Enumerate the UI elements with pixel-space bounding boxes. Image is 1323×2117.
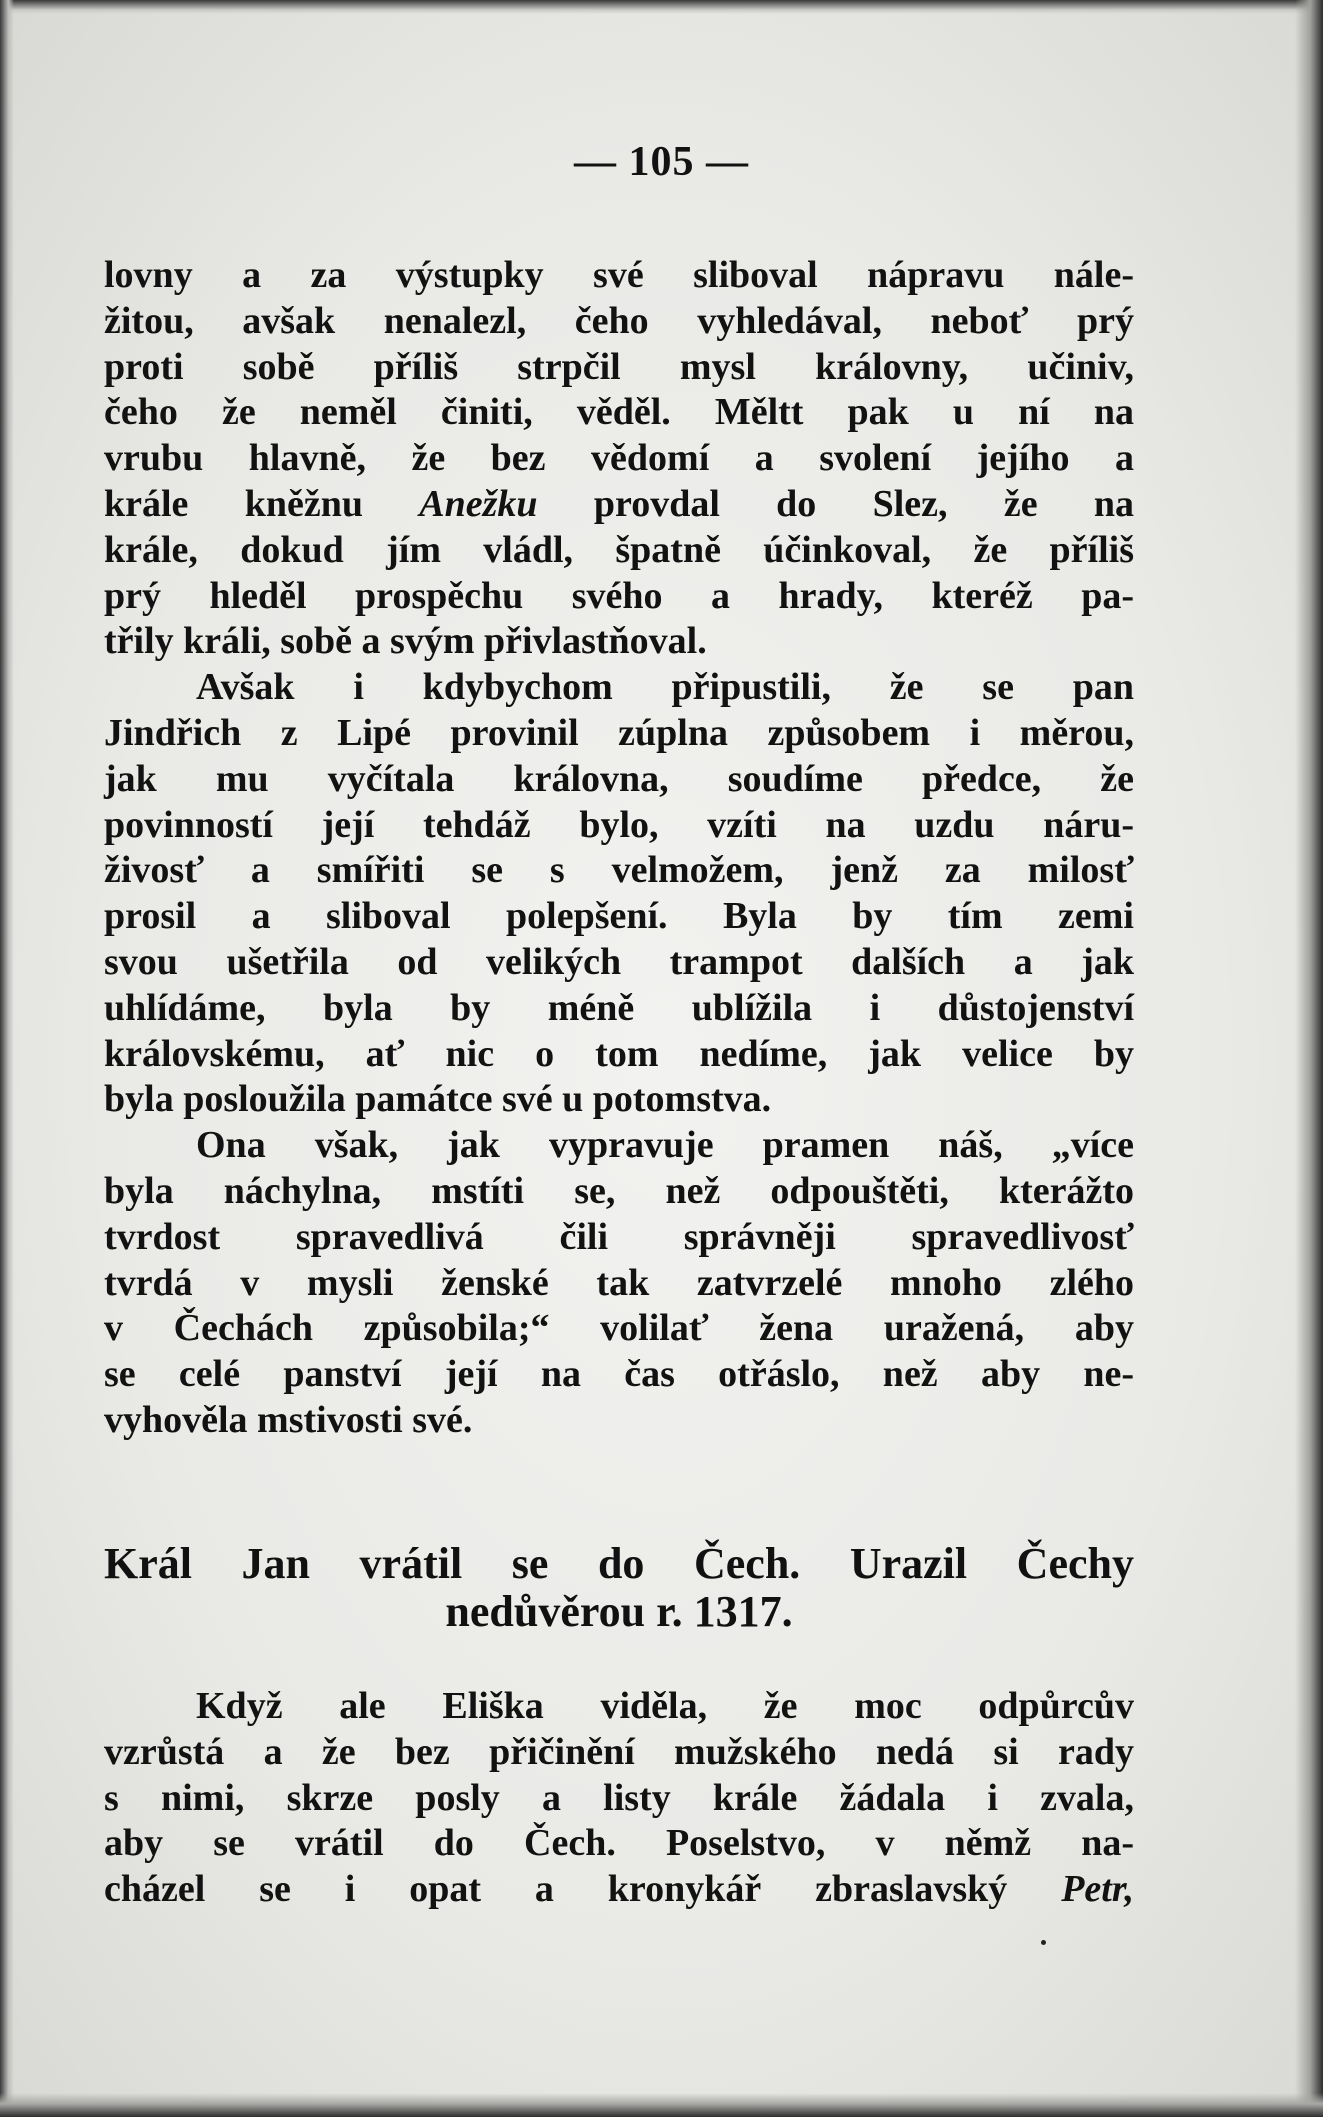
italic-name: Anežku — [419, 482, 538, 525]
page-edge-shadow-right — [1295, 0, 1323, 2117]
text-line-indented: Ona však, jak vypravuje pramen náš, „více — [196, 1124, 1134, 1167]
text-fragment: provdal do Slez, že na — [593, 482, 1134, 525]
text-line-with-name — [104, 1867, 1134, 1913]
text-line: vzrůstá a že bez přičinění mužského nedá si rady — [104, 1730, 1134, 1773]
section-heading-line: nedůvěrou r. 1317. — [445, 1587, 793, 1636]
text-line: byla posloužila památce své u potomstva. — [104, 1078, 772, 1121]
text-line: svou ušetřila od velikých trampot dalších a jak — [104, 940, 1134, 983]
page-edge-shadow-left — [0, 0, 14, 2117]
print-speck — [1041, 1940, 1046, 1945]
page-edge-shadow-bottom — [0, 2093, 1323, 2117]
text-line-indented: Avšak i kdybychom připustili, že se pan — [196, 666, 1134, 709]
text-fragment: krále kněžnu — [104, 482, 363, 525]
text-line: královskému, ať nic o tom nedíme, jak velice by — [104, 1032, 1134, 1075]
text-line: uhlídáme, byla by méně ublížila i důstojenství — [104, 986, 1134, 1029]
text-line: Jindřich z Lipé provinil zúplna způsobem i měrou, — [104, 711, 1134, 754]
page-number: — 105 — — [574, 139, 749, 185]
text-line: se celé panství její na čas otřáslo, než aby ne- — [104, 1353, 1134, 1396]
text-line: proti sobě příliš strpčil mysl královny, učiniv, — [104, 345, 1134, 388]
section-heading-line: Král Jan vrátil se do Čech. Urazil Čechy — [104, 1539, 1134, 1588]
text-line: vrubu hlavně, že bez vědomí a svolení jejího a — [104, 437, 1134, 480]
text-line: třily králi, sobě a svým přivlastňoval. — [104, 620, 707, 663]
text-line-indented: Když ale Eliška viděla, že moc odpůrcův — [196, 1685, 1134, 1727]
text-line: prý hleděl prospěchu svého a hrady, kteréž pa- — [104, 574, 1134, 617]
text-line: živosť a smířiti se s velmožem, jenž za milosť — [104, 849, 1134, 892]
text-line: krále, dokud jím vládl, špatně účinkoval, že příliš — [104, 528, 1134, 571]
text-line: povinností její tehdáž bylo, vzíti na uzdu náru- — [104, 803, 1134, 846]
italic-name: Petr, — [1061, 1868, 1135, 1911]
text-line-with-name — [104, 482, 1134, 528]
text-line: jak mu vyčítala královna, soudíme předce, že — [104, 757, 1134, 800]
text-line: lovny a za výstupky své sliboval nápravu nále- — [104, 254, 1134, 296]
text-line: s nimi, skrze posly a listy krále žádala i zvala, — [104, 1776, 1134, 1819]
text-line: čeho že neměl činiti, věděl. Měltt pak u ní na — [104, 391, 1134, 434]
text-line: vyhověla mstivosti své. — [104, 1398, 473, 1441]
text-line: žitou, avšak nenalezl, čeho vyhledával, neboť prý — [104, 299, 1134, 342]
text-line: v Čechách způsobila;“ volilať žena uražená, aby — [104, 1307, 1134, 1350]
text-line: tvrdá v mysli ženské tak zatvrzelé mnoho zlého — [104, 1261, 1134, 1304]
main-text-lower — [104, 1684, 1134, 1913]
text-line: byla náchylna, mstíti se, než odpouštěti, kterážto — [104, 1169, 1134, 1212]
text-fragment: cházel se i opat a kronykář zbraslavský — [104, 1868, 1008, 1911]
main-text-upper — [104, 253, 1134, 1444]
text-line: aby se vrátil do Čech. Poselstvo, v němž na- — [104, 1822, 1134, 1865]
page-edge-shadow-top — [0, 0, 1323, 14]
text-line: tvrdost spravedlivá čili správněji spravedlivosť — [104, 1215, 1134, 1258]
text-line: prosil a sliboval polepšení. Byla by tím zemi — [104, 895, 1134, 938]
section-heading — [104, 1540, 1134, 1636]
